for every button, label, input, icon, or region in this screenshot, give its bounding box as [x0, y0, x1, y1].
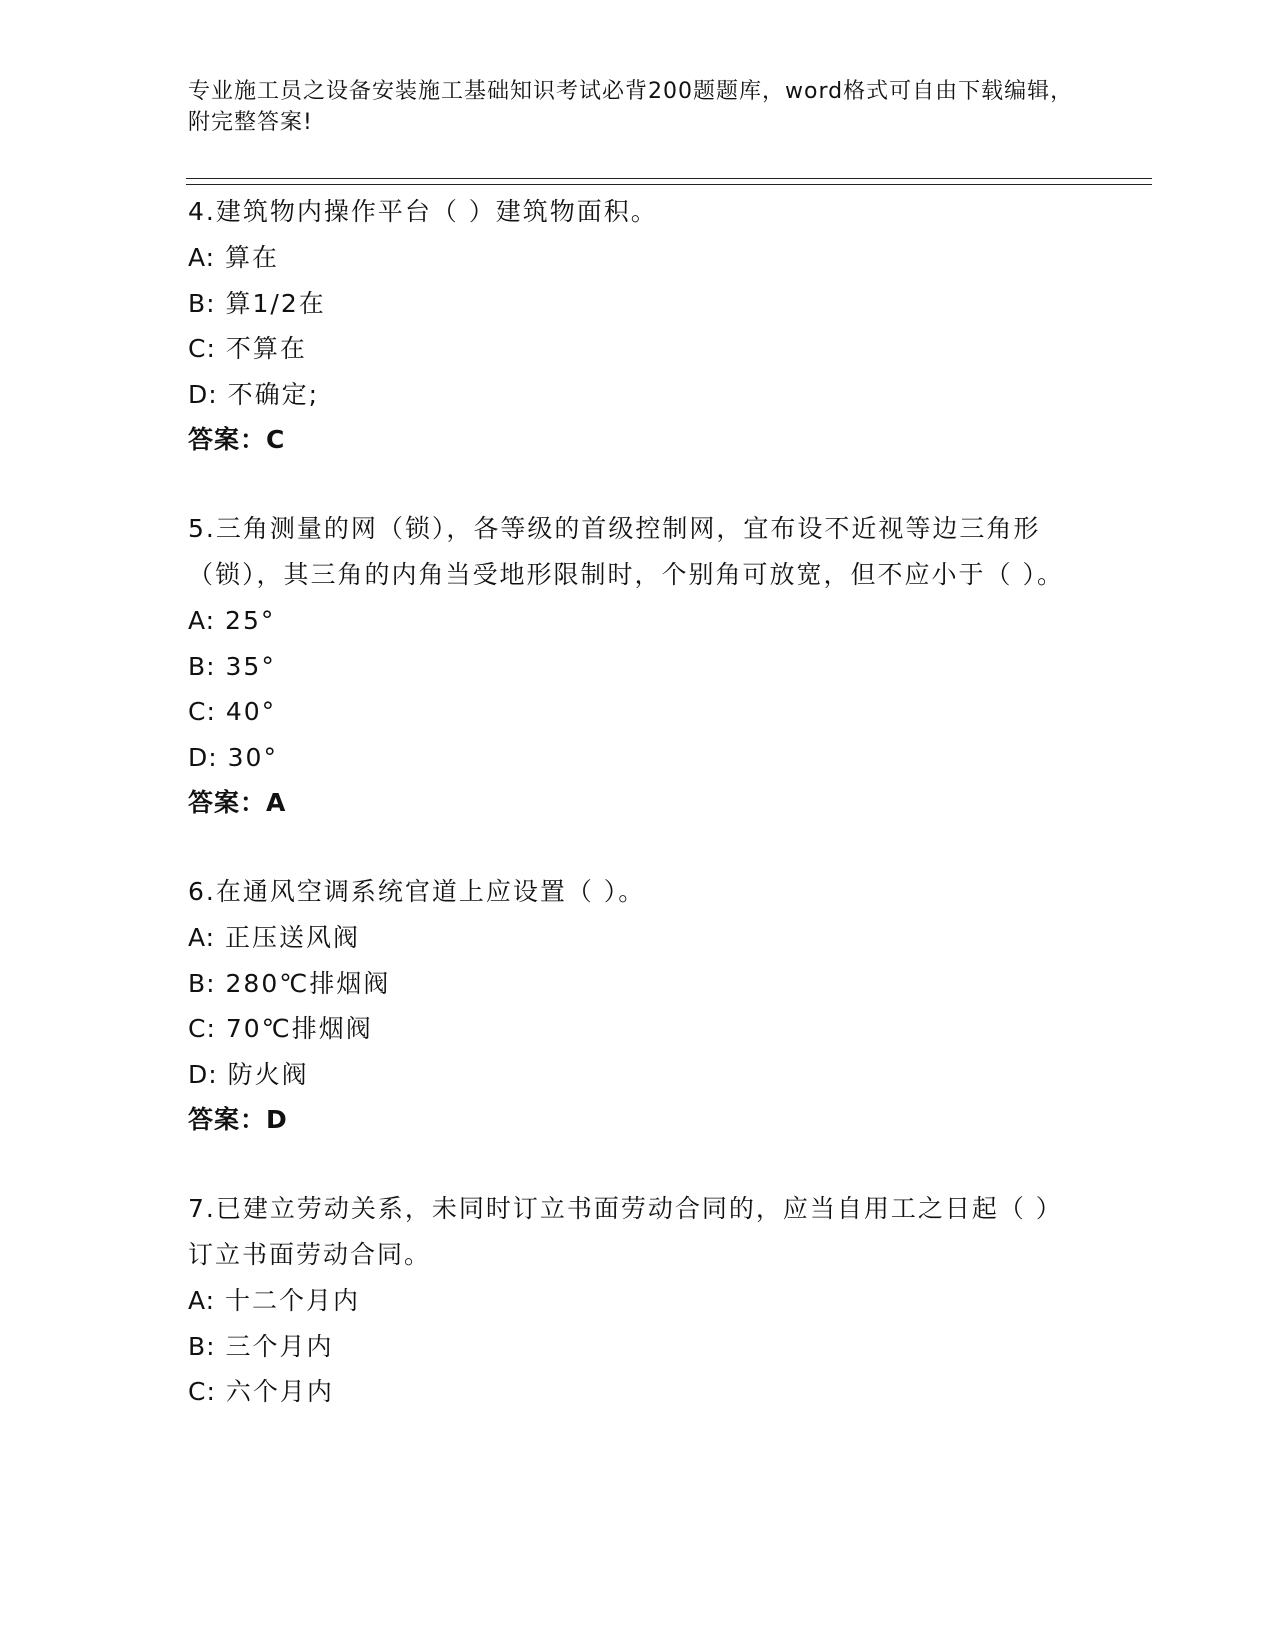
- option-text: 六个月内: [225, 1377, 334, 1406]
- option-b: [188, 644, 1068, 690]
- option-label: B:: [188, 968, 216, 998]
- option-a: [188, 235, 1068, 281]
- option-label: A:: [188, 243, 216, 272]
- option-label: D:: [188, 1059, 218, 1089]
- option-text: 三个月内: [225, 1331, 334, 1361]
- option-text: 算在: [225, 243, 280, 272]
- option-a: [188, 915, 1068, 961]
- option-label: A:: [188, 606, 216, 635]
- option-text: 不确定;: [227, 379, 320, 409]
- option-label: C:: [188, 1014, 216, 1043]
- option-text: 正压送风阀: [225, 923, 361, 952]
- option-label: A:: [188, 1286, 216, 1315]
- option-text: 不算在: [225, 334, 307, 363]
- option-label: C:: [188, 334, 216, 363]
- document-header: 专业施工员之设备安装施工基础知识考试必背200题题库，word格式可自由下载编辑，附完整答案!: [188, 79, 1074, 135]
- answer-line: 答案：A: [188, 788, 287, 817]
- option-label: B:: [188, 1331, 216, 1361]
- answer-line: 答案：D: [188, 1105, 288, 1134]
- option-d: [188, 735, 1068, 781]
- question-stem: 7.已建立劳动关系，未同时订立书面劳动合同的，应当自用工之日起（ ）订立书面劳动合同。: [188, 1194, 1063, 1269]
- question-stem: 6.在通风空调系统官道上应设置（ ）。: [188, 877, 646, 906]
- header-divider-bottom: [186, 184, 1152, 185]
- question-stem: 5.三角测量的网（锁），各等级的首级控制网，宜布设不近视等边三角形（锁），其三角的内角当受地形限制时，个别角可放宽，但不应小于（ ）。: [188, 514, 1064, 589]
- option-c: [188, 326, 1068, 372]
- option-text: 280℃排烟阀: [225, 968, 391, 998]
- option-label: D:: [188, 379, 218, 409]
- option-label: C:: [188, 697, 216, 726]
- question-stem: 4.建筑物内操作平台（ ）建筑物面积。: [188, 197, 658, 226]
- option-a: [188, 1278, 1068, 1324]
- question-item: [188, 189, 1068, 463]
- option-text: 25°: [225, 606, 276, 635]
- option-d: [188, 372, 1068, 418]
- option-c: [188, 689, 1068, 735]
- option-text: 40°: [225, 697, 277, 726]
- option-text: 算1/2在: [225, 288, 326, 318]
- option-b: [188, 1324, 1068, 1370]
- question-item: [188, 869, 1068, 1143]
- question-list: [188, 189, 1068, 1415]
- option-label: C:: [188, 1377, 216, 1406]
- option-d: [188, 1052, 1068, 1098]
- header-divider-top: [186, 178, 1152, 179]
- option-text: 70℃排烟阀: [225, 1014, 373, 1043]
- option-text: 防火阀: [227, 1059, 309, 1089]
- question-item: [188, 506, 1068, 826]
- option-label: B:: [188, 288, 216, 318]
- option-label: B:: [188, 651, 216, 681]
- option-text: 35°: [225, 651, 276, 681]
- answer-line: 答案：C: [188, 425, 286, 454]
- question-item: [188, 1186, 1068, 1415]
- option-a: [188, 598, 1068, 644]
- option-c: [188, 1006, 1068, 1052]
- option-text: 十二个月内: [225, 1286, 361, 1315]
- option-text: 30°: [227, 742, 278, 772]
- option-b: [188, 281, 1068, 327]
- option-c: [188, 1369, 1068, 1415]
- option-b: [188, 961, 1068, 1007]
- option-label: A:: [188, 923, 216, 952]
- option-label: D:: [188, 742, 218, 772]
